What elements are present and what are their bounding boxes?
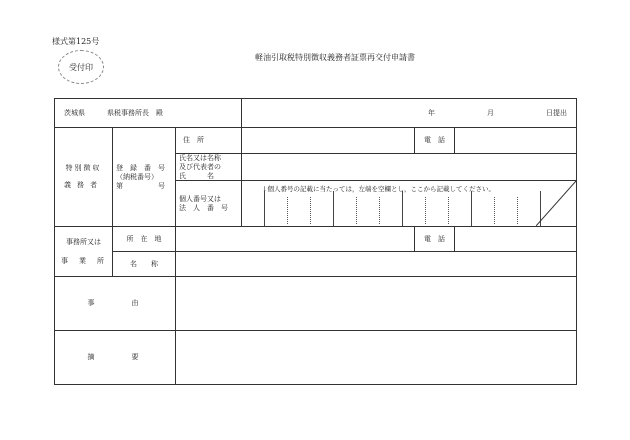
summary-label-text: 摘 要 <box>87 353 143 362</box>
office-location-row <box>55 227 577 252</box>
office-label-line2: 事 業 所 <box>61 256 106 265</box>
reason-row <box>55 277 577 331</box>
collector-phone-input[interactable] <box>455 128 577 154</box>
month-label: 月 <box>487 108 495 117</box>
collector-section-label <box>55 128 113 227</box>
office-section-label <box>55 227 113 277</box>
collector-label-line2: 義務者 <box>64 181 103 190</box>
summary-input[interactable] <box>176 331 577 385</box>
id-number-input-grid[interactable] <box>242 181 577 227</box>
name-input[interactable] <box>242 154 577 181</box>
id-label-line1: 個人番号又は <box>179 195 221 203</box>
location-label <box>113 227 176 252</box>
address-label-text: 住 所 <box>183 136 204 145</box>
summary-row <box>55 331 577 385</box>
name-label <box>176 154 242 181</box>
addressee-cell <box>55 99 242 128</box>
office-name-input[interactable] <box>176 252 577 277</box>
collector-phone-label <box>415 128 455 154</box>
reg-no-line3: 第 号 <box>116 181 165 190</box>
id-number-label <box>176 181 242 227</box>
application-form-table <box>54 98 577 385</box>
office-label-line1: 事務所又は <box>66 238 101 246</box>
collector-phone-label-text: 電 話 <box>424 136 446 145</box>
day-submitted-label: 日提出 <box>546 108 568 117</box>
page-title: 軽油引取税特別徴収義務者証票再交付申請書 <box>255 53 415 62</box>
year-label: 年 <box>428 108 436 117</box>
reg-no-line2: （納税番号） <box>116 172 158 181</box>
form-number: 様式第125号 <box>52 37 100 46</box>
reason-label-text: 事 由 <box>87 299 143 308</box>
id-label-line2: 法 人 番 号 <box>179 203 228 212</box>
addressee-row <box>55 99 577 128</box>
name-label-line2: 及び代表者の <box>179 162 221 171</box>
address-input[interactable] <box>242 128 415 154</box>
office-phone-label <box>415 227 455 252</box>
office-phone-input[interactable] <box>455 227 577 252</box>
reason-input[interactable] <box>176 277 577 331</box>
location-input[interactable] <box>176 227 415 252</box>
summary-label <box>55 331 176 385</box>
stamp-label: 受付印 <box>69 62 93 72</box>
name-label-line1: 氏名又は名称 <box>179 154 221 162</box>
office-name-label-text: 名 称 <box>130 259 158 268</box>
collector-address-row <box>55 128 577 154</box>
office-name-label <box>113 252 176 277</box>
unused-digit-slash <box>536 181 576 226</box>
reason-label <box>55 277 176 331</box>
reg-no-line1: 登 録 番 号 <box>116 164 165 172</box>
prefecture-text: 茨城県 <box>64 108 85 117</box>
location-label-text: 所 在 地 <box>126 234 162 243</box>
submission-date-cell[interactable] <box>242 99 577 128</box>
id-number-note: ↓個人番号の記載に当たっては，左端を空欄とし，ここから記載してください。 <box>262 185 495 194</box>
address-label <box>176 128 242 154</box>
tax-office-text: 県税事務所長 殿 <box>107 108 163 117</box>
office-name-row <box>55 252 577 277</box>
name-label-line3: 氏 名 <box>179 171 214 180</box>
collector-label-line1: 特別徴収 <box>65 164 102 173</box>
registration-number-cell[interactable] <box>113 128 176 227</box>
office-phone-label-text: 電 話 <box>424 234 446 243</box>
